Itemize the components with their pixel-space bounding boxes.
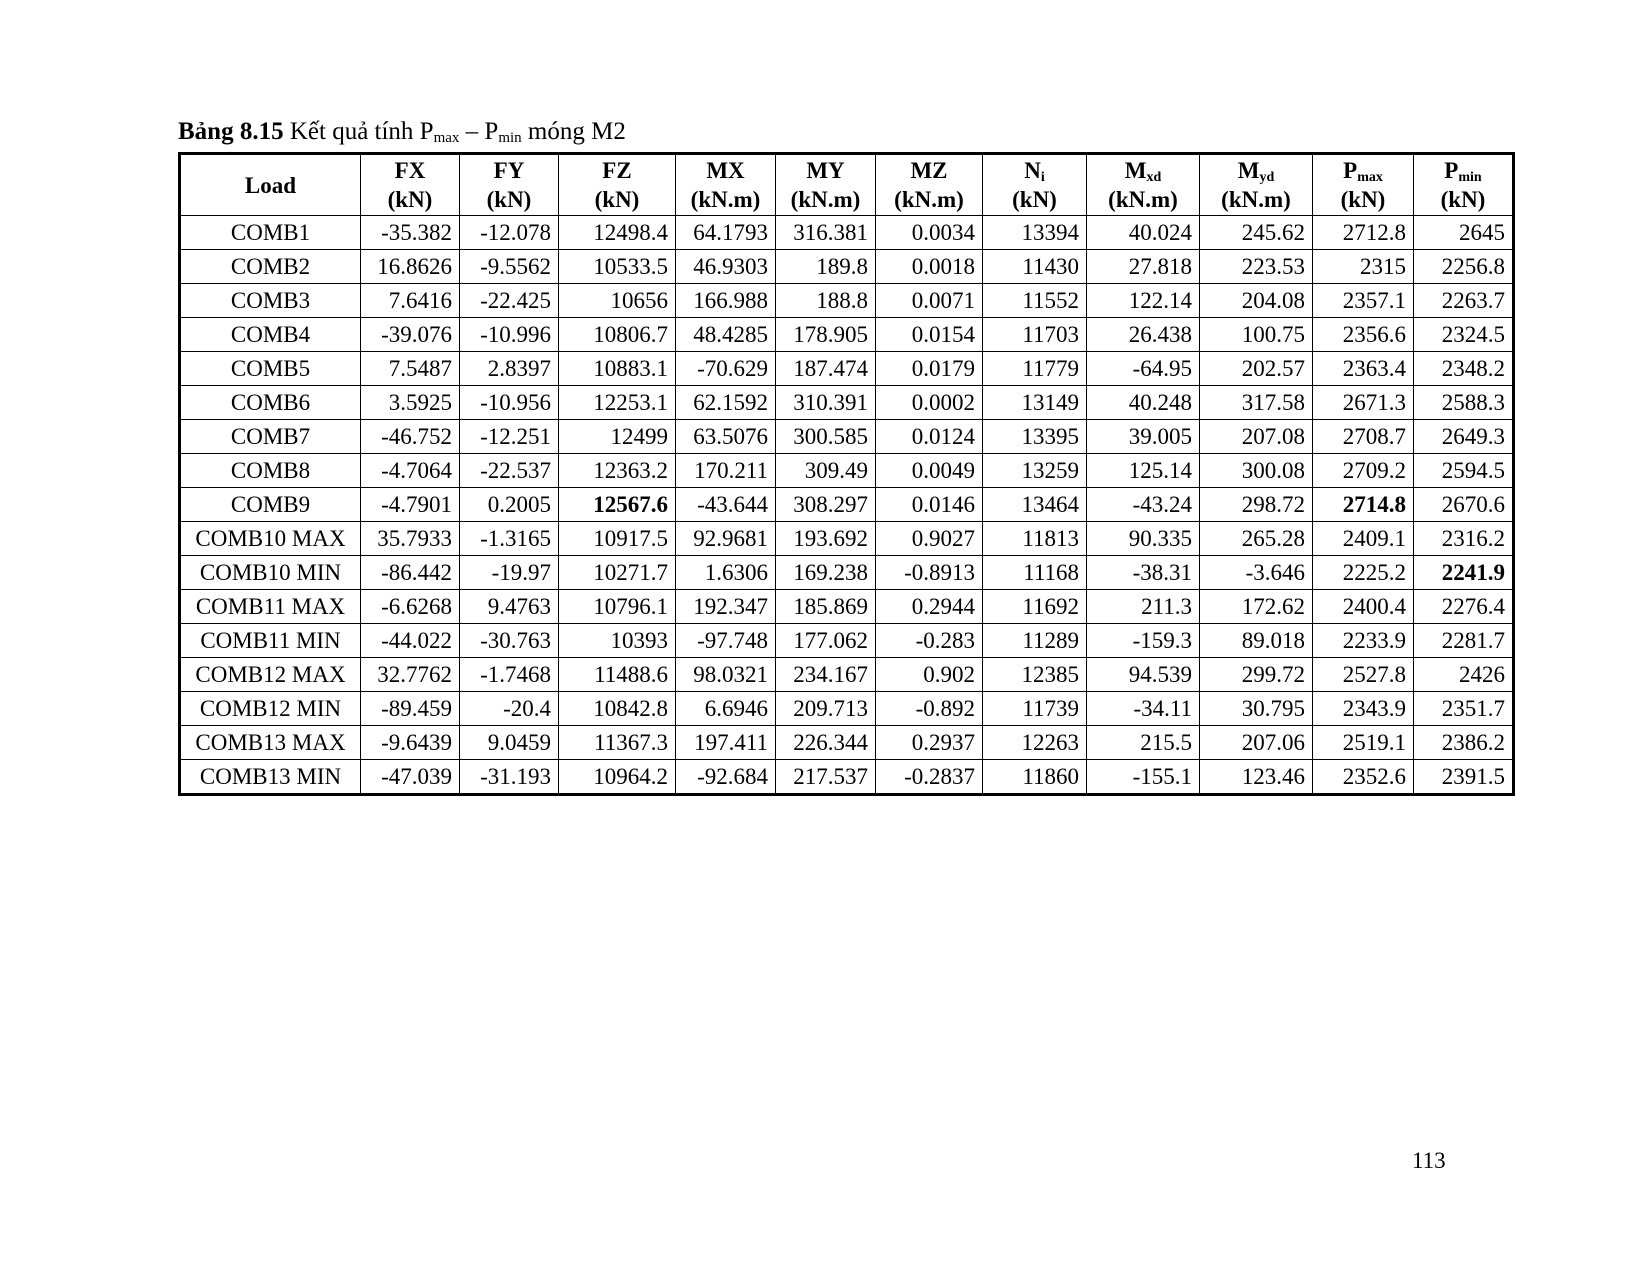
value-cell: 30.795 (1200, 692, 1313, 726)
column-header (460, 154, 559, 216)
value-cell: 217.537 (776, 760, 876, 795)
value-cell: -10.996 (460, 318, 559, 352)
value-cell: -3.646 (1200, 556, 1313, 590)
value-cell: -1.3165 (460, 522, 559, 556)
table-row (180, 726, 1514, 760)
column-header-label: FY (493, 158, 525, 183)
value-cell: 192.347 (676, 590, 776, 624)
value-cell: 0.2005 (460, 488, 559, 522)
column-header-unit: (kN.m) (894, 187, 964, 212)
value-cell: 2527.8 (1313, 658, 1414, 692)
header-row (180, 154, 1514, 216)
value-cell: 2225.2 (1313, 556, 1414, 590)
value-cell: 11692 (983, 590, 1087, 624)
value-cell: -12.251 (460, 420, 559, 454)
value-cell: -1.7468 (460, 658, 559, 692)
table-row (180, 556, 1514, 590)
value-cell: 2.8397 (460, 352, 559, 386)
value-cell: -4.7064 (361, 454, 460, 488)
column-header-label: N (1024, 158, 1041, 183)
value-cell: 2670.6 (1414, 488, 1514, 522)
column-header-unit: (kN.m) (1108, 187, 1178, 212)
load-case-cell: COMB13 MAX (180, 726, 361, 760)
column-header-label: FX (394, 158, 426, 183)
value-cell: 2391.5 (1414, 760, 1514, 795)
column-header-unit: (kN) (387, 187, 433, 212)
value-cell: -44.022 (361, 624, 460, 658)
value-cell: 2256.8 (1414, 250, 1514, 284)
load-case-cell: COMB13 MIN (180, 760, 361, 795)
value-cell: 92.9681 (676, 522, 776, 556)
value-cell: 35.7933 (361, 522, 460, 556)
value-cell: 11813 (983, 522, 1087, 556)
value-cell: 40.248 (1087, 386, 1200, 420)
column-header (983, 154, 1087, 216)
caption-text: – P (459, 118, 499, 145)
table-row (180, 454, 1514, 488)
load-case-cell: COMB1 (180, 216, 361, 250)
value-cell: 13395 (983, 420, 1087, 454)
value-cell: 2519.1 (1313, 726, 1414, 760)
table-row (180, 488, 1514, 522)
value-cell: 39.005 (1087, 420, 1200, 454)
value-cell: -97.748 (676, 624, 776, 658)
page-number: 113 (1412, 1148, 1446, 1173)
value-cell: 317.58 (1200, 386, 1313, 420)
column-header-unit: (kN.m) (790, 187, 861, 212)
load-case-cell: COMB11 MIN (180, 624, 361, 658)
value-cell: 2316.2 (1414, 522, 1514, 556)
value-cell: 215.5 (1087, 726, 1200, 760)
value-cell: -0.283 (876, 624, 983, 658)
value-cell: 298.72 (1200, 488, 1313, 522)
value-cell: -46.752 (361, 420, 460, 454)
value-cell: 2709.2 (1313, 454, 1414, 488)
value-cell: 12567.6 (559, 488, 676, 522)
value-cell: -35.382 (361, 216, 460, 250)
value-cell: 300.585 (776, 420, 876, 454)
value-cell: 12385 (983, 658, 1087, 692)
value-cell: 2357.1 (1313, 284, 1414, 318)
table-row (180, 420, 1514, 454)
value-cell: -4.7901 (361, 488, 460, 522)
value-cell: 100.75 (1200, 318, 1313, 352)
table-row (180, 522, 1514, 556)
load-case-cell: COMB2 (180, 250, 361, 284)
column-header-subscript: xd (1146, 170, 1162, 185)
value-cell: 125.14 (1087, 454, 1200, 488)
value-cell: -47.039 (361, 760, 460, 795)
table-caption (178, 118, 626, 146)
value-cell: -64.95 (1087, 352, 1200, 386)
value-cell: 2263.7 (1414, 284, 1514, 318)
value-cell: 2671.3 (1313, 386, 1414, 420)
value-cell: -43.24 (1087, 488, 1200, 522)
value-cell: 2363.4 (1313, 352, 1414, 386)
value-cell: 27.818 (1087, 250, 1200, 284)
value-cell: 2343.9 (1313, 692, 1414, 726)
column-header-subscript: min (1458, 170, 1482, 185)
value-cell: -39.076 (361, 318, 460, 352)
value-cell: 2356.6 (1313, 318, 1414, 352)
value-cell: 63.5076 (676, 420, 776, 454)
value-cell: 2426 (1414, 658, 1514, 692)
value-cell: 2233.9 (1313, 624, 1414, 658)
value-cell: 193.692 (776, 522, 876, 556)
table-row (180, 352, 1514, 386)
table-row (180, 658, 1514, 692)
value-cell: 122.14 (1087, 284, 1200, 318)
table-row (180, 386, 1514, 420)
value-cell: 2409.1 (1313, 522, 1414, 556)
value-cell: 2588.3 (1414, 386, 1514, 420)
value-cell: 0.902 (876, 658, 983, 692)
value-cell: 3.5925 (361, 386, 460, 420)
value-cell: 265.28 (1200, 522, 1313, 556)
column-header-unit: (kN) (486, 187, 532, 212)
caption-text: móng M2 (521, 118, 626, 145)
value-cell: 89.018 (1200, 624, 1313, 658)
column-header (776, 154, 876, 216)
value-cell: 64.1793 (676, 216, 776, 250)
value-cell: 12499 (559, 420, 676, 454)
value-cell: 10842.8 (559, 692, 676, 726)
column-header-label: M (1124, 158, 1147, 183)
value-cell: 170.211 (676, 454, 776, 488)
value-cell: 0.0154 (876, 318, 983, 352)
value-cell: -159.3 (1087, 624, 1200, 658)
load-case-cell: COMB3 (180, 284, 361, 318)
caption-text: Kết quả tính P (283, 118, 434, 145)
value-cell: -0.2837 (876, 760, 983, 795)
column-header (180, 154, 361, 216)
value-cell: 16.8626 (361, 250, 460, 284)
column-header-subscript: i (1040, 170, 1045, 185)
value-cell: -30.763 (460, 624, 559, 658)
column-header (361, 154, 460, 216)
value-cell: 10917.5 (559, 522, 676, 556)
column-header (1200, 154, 1313, 216)
value-cell: 316.381 (776, 216, 876, 250)
value-cell: 2315 (1313, 250, 1414, 284)
value-cell: 0.0124 (876, 420, 983, 454)
caption-label: Bảng 8.15 (178, 118, 284, 145)
value-cell: 10806.7 (559, 318, 676, 352)
value-cell: 2324.5 (1414, 318, 1514, 352)
value-cell: 12253.1 (559, 386, 676, 420)
value-cell: 0.0034 (876, 216, 983, 250)
value-cell: -0.892 (876, 692, 983, 726)
caption-subscript-min: min (498, 130, 522, 146)
value-cell: -6.6268 (361, 590, 460, 624)
value-cell: -19.97 (460, 556, 559, 590)
value-cell: 209.713 (776, 692, 876, 726)
value-cell: 300.08 (1200, 454, 1313, 488)
value-cell: 197.411 (676, 726, 776, 760)
value-cell: 0.0002 (876, 386, 983, 420)
column-header (1313, 154, 1414, 216)
value-cell: 2386.2 (1414, 726, 1514, 760)
value-cell: 1.6306 (676, 556, 776, 590)
value-cell: 13464 (983, 488, 1087, 522)
column-header-unit: (kN.m) (690, 187, 761, 212)
load-case-cell: COMB7 (180, 420, 361, 454)
load-case-cell: COMB5 (180, 352, 361, 386)
value-cell: -9.5562 (460, 250, 559, 284)
value-cell: 123.46 (1200, 760, 1313, 795)
value-cell: 178.905 (776, 318, 876, 352)
value-cell: 10271.7 (559, 556, 676, 590)
value-cell: -92.684 (676, 760, 776, 795)
value-cell: 0.0049 (876, 454, 983, 488)
value-cell: 2351.7 (1414, 692, 1514, 726)
value-cell: -43.644 (676, 488, 776, 522)
value-cell: -0.8913 (876, 556, 983, 590)
value-cell: 7.5487 (361, 352, 460, 386)
value-cell: 10656 (559, 284, 676, 318)
value-cell: 0.2937 (876, 726, 983, 760)
value-cell: 172.62 (1200, 590, 1313, 624)
column-header (559, 154, 676, 216)
value-cell: 2241.9 (1414, 556, 1514, 590)
column-header-label: M (1237, 158, 1260, 183)
table-row (180, 216, 1514, 250)
value-cell: 0.0146 (876, 488, 983, 522)
value-cell: 90.335 (1087, 522, 1200, 556)
value-cell: 46.9303 (676, 250, 776, 284)
value-cell: -9.6439 (361, 726, 460, 760)
value-cell: 40.024 (1087, 216, 1200, 250)
value-cell: 226.344 (776, 726, 876, 760)
value-cell: 2708.7 (1313, 420, 1414, 454)
value-cell: 166.988 (676, 284, 776, 318)
value-cell: 2649.3 (1414, 420, 1514, 454)
load-case-cell: COMB10 MIN (180, 556, 361, 590)
value-cell: 13394 (983, 216, 1087, 250)
value-cell: 9.0459 (460, 726, 559, 760)
value-cell: 12363.2 (559, 454, 676, 488)
table-row (180, 318, 1514, 352)
value-cell: 2714.8 (1313, 488, 1414, 522)
value-cell: 223.53 (1200, 250, 1313, 284)
table-row (180, 624, 1514, 658)
table-row (180, 590, 1514, 624)
value-cell: -86.442 (361, 556, 460, 590)
column-header-unit: (kN.m) (1221, 187, 1291, 212)
table-row (180, 250, 1514, 284)
column-header-label: MY (806, 158, 845, 183)
caption-subscript-max: max (433, 130, 460, 146)
value-cell: 2400.4 (1313, 590, 1414, 624)
value-cell: 211.3 (1087, 590, 1200, 624)
value-cell: 245.62 (1200, 216, 1313, 250)
value-cell: 308.297 (776, 488, 876, 522)
value-cell: -89.459 (361, 692, 460, 726)
load-case-cell: COMB12 MIN (180, 692, 361, 726)
column-header-unit: (kN) (1340, 187, 1386, 212)
column-header-label: P (1444, 158, 1459, 183)
value-cell: -22.425 (460, 284, 559, 318)
value-cell: 26.438 (1087, 318, 1200, 352)
value-cell: -12.078 (460, 216, 559, 250)
column-header (676, 154, 776, 216)
value-cell: 12263 (983, 726, 1087, 760)
value-cell: 98.0321 (676, 658, 776, 692)
value-cell: 189.8 (776, 250, 876, 284)
value-cell: -10.956 (460, 386, 559, 420)
load-case-cell: COMB10 MAX (180, 522, 361, 556)
value-cell: 11168 (983, 556, 1087, 590)
column-header-subscript: yd (1259, 170, 1275, 185)
column-header (1414, 154, 1514, 216)
value-cell: -20.4 (460, 692, 559, 726)
value-cell: 11779 (983, 352, 1087, 386)
value-cell: 207.06 (1200, 726, 1313, 760)
value-cell: 11860 (983, 760, 1087, 795)
value-cell: -31.193 (460, 760, 559, 795)
column-header-label: MZ (910, 158, 948, 183)
value-cell: 299.72 (1200, 658, 1313, 692)
value-cell: 169.238 (776, 556, 876, 590)
value-cell: 11552 (983, 284, 1087, 318)
table-row (180, 760, 1514, 795)
value-cell: 10533.5 (559, 250, 676, 284)
value-cell: 202.57 (1200, 352, 1313, 386)
value-cell: 2712.8 (1313, 216, 1414, 250)
value-cell: 11430 (983, 250, 1087, 284)
value-cell: 11289 (983, 624, 1087, 658)
value-cell: 0.0018 (876, 250, 983, 284)
value-cell: 2348.2 (1414, 352, 1514, 386)
value-cell: 0.0179 (876, 352, 983, 386)
value-cell: 2645 (1414, 216, 1514, 250)
value-cell: 7.6416 (361, 284, 460, 318)
value-cell: 10964.2 (559, 760, 676, 795)
load-case-cell: COMB12 MAX (180, 658, 361, 692)
column-header (876, 154, 983, 216)
column-header-unit: (kN) (594, 187, 640, 212)
value-cell: 204.08 (1200, 284, 1313, 318)
column-header-subscript: max (1357, 170, 1383, 185)
load-case-cell: COMB6 (180, 386, 361, 420)
value-cell: 2352.6 (1313, 760, 1414, 795)
value-cell: 0.2944 (876, 590, 983, 624)
value-cell: 207.08 (1200, 420, 1313, 454)
column-header-unit: (kN) (1012, 187, 1057, 212)
value-cell: 2594.5 (1414, 454, 1514, 488)
column-header-label: P (1343, 158, 1358, 183)
value-cell: 12498.4 (559, 216, 676, 250)
value-cell: 13259 (983, 454, 1087, 488)
value-cell: 2281.7 (1414, 624, 1514, 658)
value-cell: 94.539 (1087, 658, 1200, 692)
table-row (180, 284, 1514, 318)
value-cell: -34.11 (1087, 692, 1200, 726)
value-cell: 10883.1 (559, 352, 676, 386)
column-header-label: FZ (602, 158, 632, 183)
value-cell: 32.7762 (361, 658, 460, 692)
value-cell: 11488.6 (559, 658, 676, 692)
value-cell: 310.391 (776, 386, 876, 420)
column-header-unit: (kN) (1440, 187, 1486, 212)
value-cell: 185.869 (776, 590, 876, 624)
value-cell: 10393 (559, 624, 676, 658)
column-header (1087, 154, 1200, 216)
value-cell: 11739 (983, 692, 1087, 726)
value-cell: 6.6946 (676, 692, 776, 726)
column-header-label: MX (706, 158, 745, 183)
value-cell: -38.31 (1087, 556, 1200, 590)
value-cell: 309.49 (776, 454, 876, 488)
table-body (180, 216, 1514, 795)
load-case-cell: COMB4 (180, 318, 361, 352)
value-cell: 13149 (983, 386, 1087, 420)
value-cell: 11703 (983, 318, 1087, 352)
load-case-cell: COMB11 MAX (180, 590, 361, 624)
value-cell: 48.4285 (676, 318, 776, 352)
value-cell: 11367.3 (559, 726, 676, 760)
value-cell: 10796.1 (559, 590, 676, 624)
value-cell: 188.8 (776, 284, 876, 318)
value-cell: 9.4763 (460, 590, 559, 624)
table-row (180, 692, 1514, 726)
value-cell: -22.537 (460, 454, 559, 488)
load-case-cell: COMB9 (180, 488, 361, 522)
value-cell: 234.167 (776, 658, 876, 692)
value-cell: 187.474 (776, 352, 876, 386)
value-cell: 0.9027 (876, 522, 983, 556)
value-cell: 177.062 (776, 624, 876, 658)
value-cell: -155.1 (1087, 760, 1200, 795)
column-header-label: Load (244, 172, 297, 198)
load-case-cell: COMB8 (180, 454, 361, 488)
value-cell: 2276.4 (1414, 590, 1514, 624)
value-cell: -70.629 (676, 352, 776, 386)
results-table (178, 152, 1515, 796)
value-cell: 0.0071 (876, 284, 983, 318)
value-cell: 62.1592 (676, 386, 776, 420)
